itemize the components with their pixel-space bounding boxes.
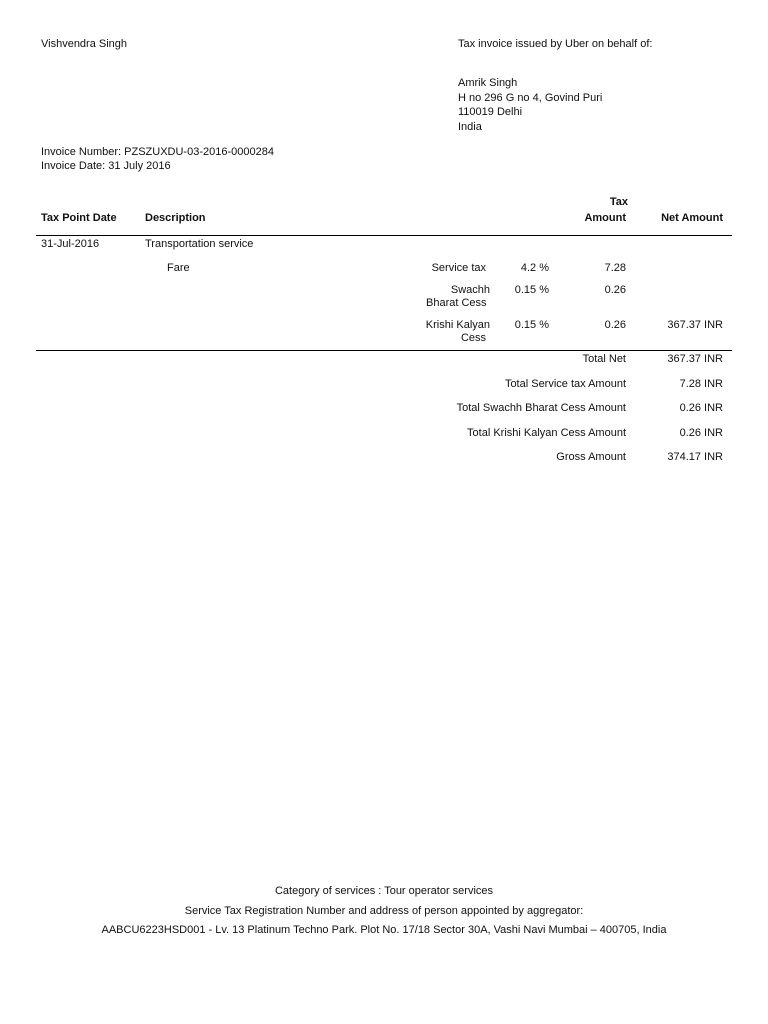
tax-name-line2: Bharat Cess <box>426 297 487 309</box>
total-value: 0.26 INR <box>679 402 723 414</box>
item-date: 31-Jul-2016 <box>41 238 100 250</box>
total-label: Total Net <box>582 353 626 365</box>
issuer-country: India <box>458 121 482 133</box>
header-tax-point-date: Tax Point Date <box>41 212 117 224</box>
tax-name: Service tax <box>431 262 486 274</box>
issuer-address-line2: 110019 Delhi <box>458 106 523 118</box>
tax-rate: 0.15 % <box>514 319 549 331</box>
total-value: 7.28 INR <box>679 378 723 390</box>
tax-name: Krishi Kalyan <box>425 319 490 331</box>
header-tax-line1: Tax <box>609 196 628 208</box>
footer-registration-details: AABCU6223HSD001 - Lv. 13 Platinum Techno Park. Plot No. 17/18 Sector 30A, Vashi Navi Mumbai – 400705, India <box>101 924 667 936</box>
tax-amount: 7.28 <box>604 262 626 274</box>
tax-rate: 0.15 % <box>514 284 549 296</box>
issuer-name: Amrik Singh <box>458 77 518 89</box>
header-net-amount: Net Amount <box>661 212 723 224</box>
footer-category: Category of services : Tour operator services <box>274 885 494 897</box>
header-description: Description <box>145 212 206 224</box>
customer-name: Vishvendra Singh <box>41 38 128 50</box>
total-label: Total Krishi Kalyan Cess Amount <box>467 427 626 439</box>
total-label: Total Service tax Amount <box>504 378 626 390</box>
footer-registration-heading: Service Tax Registration Number and address of person appointed by aggregator: <box>184 905 584 917</box>
gross-amount-label: Gross Amount <box>556 451 626 463</box>
tax-amount: 0.26 <box>604 319 626 331</box>
issuer-heading: Tax invoice issued by Uber on behalf of: <box>458 38 653 50</box>
total-value: 0.26 INR <box>679 427 723 439</box>
tax-amount: 0.26 <box>604 284 626 296</box>
issuer-address-line1: H no 296 G no 4, Govind Puri <box>458 92 603 104</box>
invoice-date: Invoice Date: 31 July 2016 <box>41 160 171 172</box>
item-description: Transportation service <box>145 238 254 250</box>
totals-rule <box>36 350 732 351</box>
item-sub-item: Fare <box>167 262 190 274</box>
total-value: 367.37 INR <box>667 353 723 365</box>
total-label: Total Swachh Bharat Cess Amount <box>456 402 626 414</box>
gross-amount-value: 374.17 INR <box>667 451 723 463</box>
header-tax-line2: Amount <box>584 212 626 224</box>
header-rule <box>36 235 732 236</box>
tax-name: Swachh <box>450 284 490 296</box>
tax-name-line2: Cess <box>460 332 486 344</box>
tax-rate: 4.2 % <box>520 262 549 274</box>
invoice-number: Invoice Number: PZSZUXDU-03-2016-0000284 <box>41 146 274 158</box>
item-net-amount: 367.37 INR <box>667 319 723 331</box>
